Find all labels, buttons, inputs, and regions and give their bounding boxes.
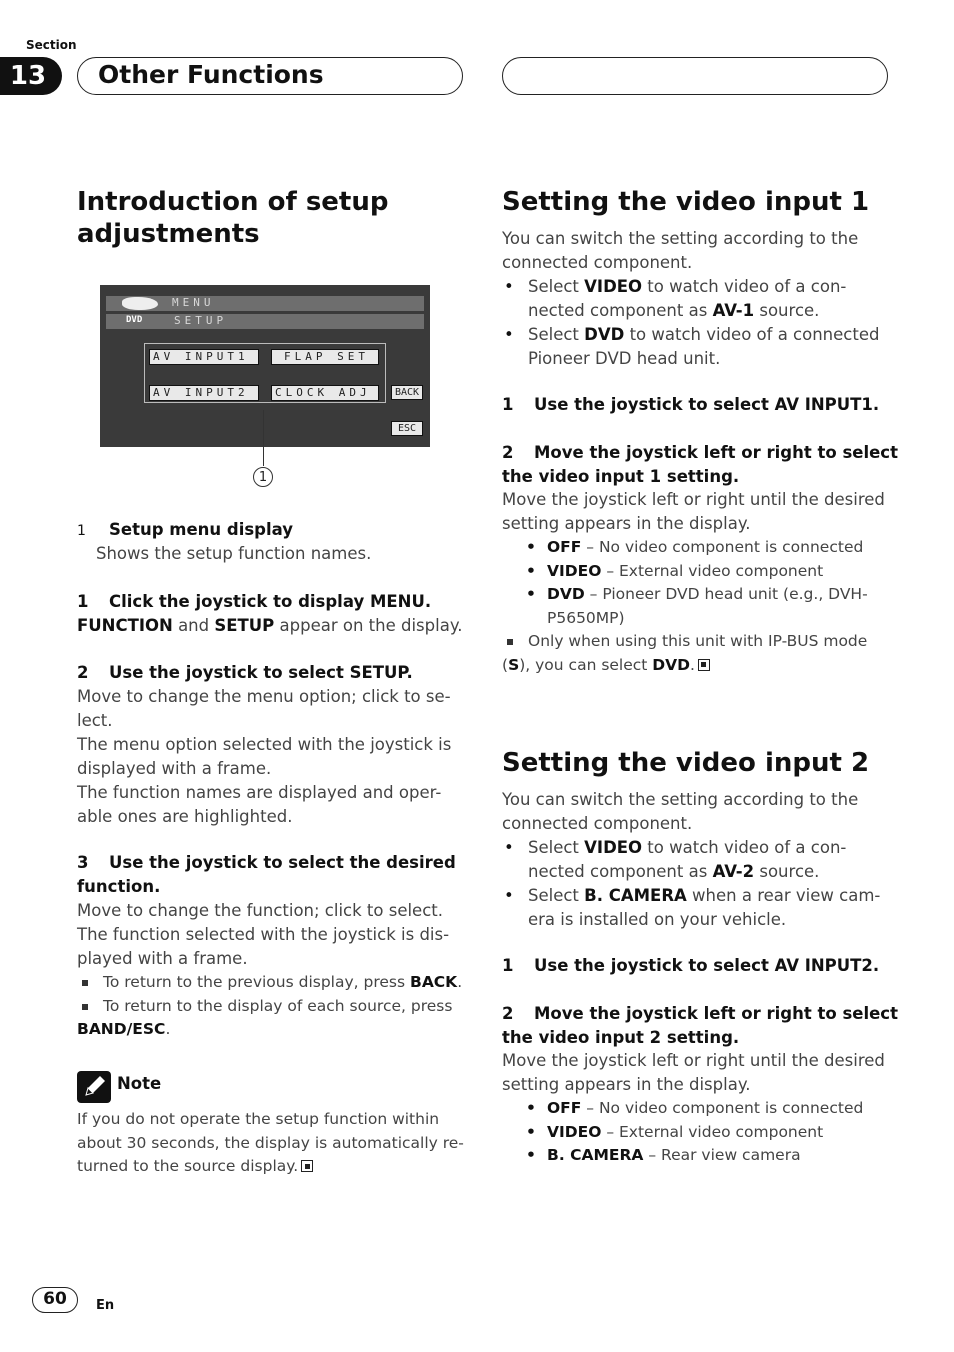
v1-step2-number: 2 [502,443,514,462]
v2-step2-line2: setting appears in the display. [502,1075,751,1094]
v2-b1-t1: Select [528,838,585,857]
v1-ipbus-note-line1: Only when using this unit with IP-BUS mode [502,630,892,654]
setup-bar [106,314,424,329]
v1-step2-line2: setting appears in the display. [502,514,751,533]
section-number: 13 [0,57,62,95]
v2-opt3-text: – Rear view camera [643,1146,801,1164]
v1-b1-bold1: VIDEO [584,277,643,296]
note-icon [77,1071,111,1103]
v1-sq-b: S [508,655,520,674]
back-keyword: BACK [410,973,458,991]
v1-options [502,536,892,677]
v1-step2-row [502,441,898,489]
v2-step1-number: 1 [502,956,514,975]
step3-number: 3 [77,853,89,872]
av-input1-button[interactable]: AV INPUT1 [149,349,259,365]
note-text [77,1108,464,1179]
step1-bold2: SETUP [214,616,275,635]
step2-title-row [77,661,413,685]
return-note-esc-text: To return to the display of each source, press [103,996,453,1015]
intro-heading [77,186,388,250]
v1-opt3-text2: P5650MP) [547,608,625,627]
note-line3-row [77,1155,464,1179]
step3-line1: Move to change the function; click to select. [77,901,443,920]
step1-bold1: FUNCTION [77,616,173,635]
v1-b1-t1: Select [528,277,585,296]
v2-step1-row [502,954,879,978]
step1-text [77,614,462,638]
v2-option-off [502,1097,892,1121]
v1-b2-t2: to watch video of a connected [624,325,880,344]
v1-sq-e: . [690,655,695,674]
v1-intro-line2: connected component. [502,253,693,272]
video-input1-heading: Setting the video input 1 [502,187,870,217]
v2-option-camera [502,1144,892,1168]
v1-intro [502,227,879,371]
v2-options [502,1097,892,1168]
step2-line3: The menu option selected with the joystick is [77,735,452,754]
flap-set-button[interactable]: FLAP SET [271,349,379,365]
note-line2: about 30 seconds, the display is automatically re- [77,1133,464,1152]
v1-b1-bold2: AV-1 [712,301,755,320]
v2-b1-t2: to watch video of a con- [642,838,847,857]
v1-step2-title-line1: Move the joystick left or right to select [534,443,898,462]
v1-step2-text [502,488,885,536]
v2-b2-t3: era is installed on your vehicle. [528,910,787,929]
v2-intro-line1: You can switch the setting according to the [502,790,859,809]
return-note-back-end: . [457,973,463,991]
section-title: Other Functions [98,60,324,89]
return-note-esc-line2 [77,1018,467,1042]
v2-step1-title: Use the joystick to select AV INPUT2. [534,956,880,975]
step2-line1: Move to change the menu option; click to se- [77,687,451,706]
v1-opt3-text: – Pioneer DVD head unit (e.g., DVH- [584,585,868,603]
note-line3: turned to the source display. [77,1157,299,1175]
v1-opt1-bold: OFF [547,538,582,556]
v2-step2-title-line1: Move the joystick left or right to select [534,1004,898,1023]
return-note-esc-end: . [165,1020,171,1038]
caption-text: Shows the setup function names. [96,544,372,563]
v1-intro-line1: You can switch the setting according to the [502,229,859,248]
v2-b1-t3: nected component as [528,862,713,881]
video-input2-heading: Setting the video input 2 [502,748,870,778]
v2-intro [502,788,880,932]
v2-step2-line1: Move the joystick left or right until the desired [502,1051,885,1070]
v2-opt3-bold: B. CAMERA [547,1146,644,1164]
step2-line6: able ones are highlighted. [77,807,293,826]
v1-step2-title-line2: the video input 1 setting. [502,467,740,486]
intro-heading-line1: Introduction of setup [77,187,389,217]
end-mark-icon [698,659,710,671]
step3-title-line2: function. [77,877,161,896]
v1-b1-t3: nected component as [528,301,713,320]
step2-line5: The function names are displayed and oper- [77,783,442,802]
v2-option-video [502,1121,892,1145]
v2-opt1-bold: OFF [547,1099,582,1117]
v2-b2-bold1: B. CAMERA [584,886,687,905]
v1-step1-number: 1 [502,395,514,414]
caption-title-row [77,518,293,543]
v1-step1-row [502,393,879,417]
language-code: En [96,1298,115,1313]
v1-opt1-text: – No video component is connected [581,538,864,556]
v2-step2-text [502,1049,885,1097]
v1-bullet-dvd [502,323,879,371]
step1-number: 1 [77,592,89,611]
v2-b2-t2: when a rear view cam- [686,886,881,905]
menu-label: MENU [172,296,215,309]
v1-option-video [502,560,892,584]
v2-step2-number: 2 [502,1004,514,1023]
end-mark-icon [301,1160,313,1172]
v1-b1-t2: to watch video of a con- [642,277,847,296]
v1-sq-d: DVD [652,655,691,674]
step3-line3: played with a frame. [77,949,248,968]
callout-number: 1 [253,467,273,487]
step1-title: Click the joystick to display MENU. [109,592,432,611]
esc-button[interactable]: ESC [391,421,423,436]
page-number: 60 [32,1287,78,1313]
v1-b2-t3: Pioneer DVD head unit. [528,349,721,368]
v1-b2-bold1: DVD [584,325,625,344]
v1-step2-line1: Move the joystick left or right until the desired [502,490,885,509]
v2-b1-bold2: AV-2 [712,862,755,881]
v1-step1-title: Use the joystick to select AV INPUT1. [534,395,880,414]
callout-line [263,410,264,466]
step2-line4: displayed with a frame. [77,759,272,778]
v2-intro-line2: connected component. [502,814,693,833]
v1-option-off [502,536,892,560]
return-notes [77,971,467,1042]
step1-title-row [77,590,431,614]
step1-text1: and [172,616,215,635]
dvd-label: DVD [126,315,143,325]
band-esc-keyword: BAND/ESC [77,1020,166,1038]
step3-line2: The function selected with the joystick is dis- [77,925,450,944]
v2-opt2-bold: VIDEO [547,1122,602,1141]
v2-b1-t4: source. [754,862,820,881]
step3-title-row [77,851,456,899]
header-right-frame [502,57,888,95]
v1-b1-t4: source. [754,301,820,320]
v1-opt2-bold: VIDEO [547,561,602,580]
intro-heading-line2: adjustments [77,219,260,249]
v2-b1-bold1: VIDEO [584,838,643,857]
step1-text2: appear on the display. [274,616,463,635]
v2-opt2-text: – External video component [601,1122,824,1141]
return-note-back-text: To return to the previous display, press [103,973,410,991]
v1-sq-a: ( [502,655,509,674]
v1-option-dvd [502,583,892,607]
setup-screen-figure [100,285,430,447]
v1-sq-c: ), you can select [519,655,653,674]
note-label: Note [117,1074,162,1093]
section-label: Section [26,38,77,52]
back-button[interactable]: BACK [391,385,423,400]
step2-number: 2 [77,663,89,682]
v2-opt1-text: – No video component is connected [581,1099,864,1117]
av-input2-button[interactable]: AV INPUT2 [149,385,259,401]
v2-bullet-video [502,836,880,884]
v1-bullet-video [502,275,879,323]
v1-opt3-bold: DVD [547,585,585,603]
step2-title: Use the joystick to select SETUP. [109,663,413,682]
return-note-esc [77,995,467,1019]
v2-b2-t1: Select [528,886,585,905]
note-line1: If you do not operate the setup function within [77,1110,440,1128]
v1-ipbus-note-line2 [502,654,892,678]
caption-number: 1 [77,523,86,539]
step3-title-line1: Use the joystick to select the desired [109,853,456,872]
v2-bullet-camera [502,884,880,932]
step2-line2: lect. [77,711,113,730]
step3-text [77,899,449,971]
pioneer-logo-icon [122,297,158,310]
step2-text [77,685,451,829]
v1-opt2-text: – External video component [601,561,824,580]
v2-step2-row [502,1002,898,1050]
return-note-back [77,971,467,995]
setup-label: SETUP [174,314,228,327]
v1-b2-t1: Select [528,325,585,344]
clock-adj-button[interactable]: CLOCK ADJ [271,385,379,401]
caption-title: Setup menu display [109,520,294,539]
v2-step2-title-line2: the video input 2 setting. [502,1028,740,1047]
